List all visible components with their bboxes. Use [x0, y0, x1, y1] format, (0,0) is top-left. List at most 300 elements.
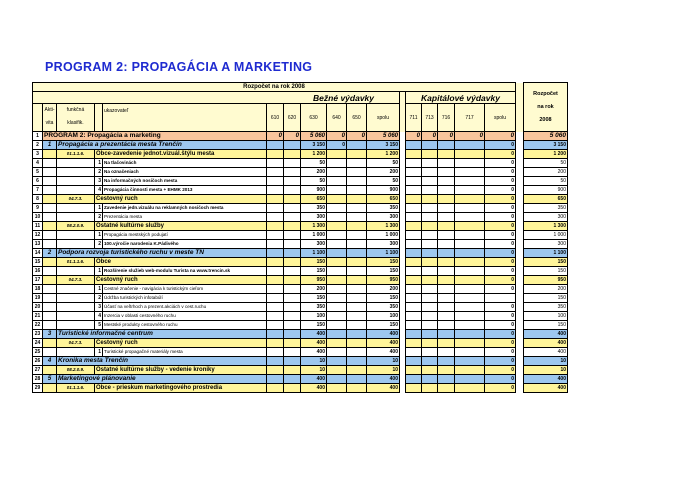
indicator-number: 3: [95, 303, 103, 312]
row-number: 20: [33, 303, 43, 312]
col-650: 650: [347, 104, 367, 132]
total-value: 1 300: [524, 222, 568, 231]
indicator-number: 2: [95, 240, 103, 249]
bezne-value: 300: [367, 240, 400, 249]
kapitalove-value: [406, 375, 422, 384]
bezne-value: [284, 366, 301, 375]
kapitalove-value: [438, 213, 455, 222]
column-gap: [516, 267, 524, 276]
kapitalove-value: 0: [438, 132, 455, 141]
kapitalove-value: [455, 240, 485, 249]
bezne-value: 400: [301, 375, 327, 384]
bezne-value: [284, 240, 301, 249]
row-number: 14: [33, 249, 43, 258]
column-gap: [516, 168, 524, 177]
functional-class: [57, 159, 95, 168]
total-budget-header: [524, 83, 568, 132]
kapitalove-value: [406, 321, 422, 330]
bezne-value: [267, 195, 284, 204]
functional-class: [57, 312, 95, 321]
bezne-value: [284, 222, 301, 231]
functional-class: 01.1.1.6.: [57, 384, 95, 393]
total-value: 300: [524, 240, 568, 249]
row-number: 27: [33, 366, 43, 375]
kapitalove-value: [438, 321, 455, 330]
kapitalove-value: [422, 267, 438, 276]
total-value: 150: [524, 294, 568, 303]
activity-cell: [43, 321, 57, 330]
total-value: 200: [524, 168, 568, 177]
indicator-label: Cestné značenie - navigácia k turistickým cieľom: [103, 285, 267, 294]
bezne-value: [347, 357, 367, 366]
kapitalove-value: 0: [485, 339, 516, 348]
functional-class: 04.7.3.: [57, 195, 95, 204]
activity-cell: [43, 195, 57, 204]
kapitalove-value: [455, 285, 485, 294]
bezne-value: 10: [301, 366, 327, 375]
total-value: 400: [524, 375, 568, 384]
bezne-value: [267, 357, 284, 366]
column-gap: [516, 159, 524, 168]
bezne-value: [347, 141, 367, 150]
functional-class: [57, 186, 95, 195]
table-row: [33, 159, 568, 168]
activity-cell: [43, 294, 57, 303]
kapitalove-value: [438, 285, 455, 294]
kapitalove-value: [455, 159, 485, 168]
activity-label: Ostatné kultúrne služby - vedenie kroniky: [95, 366, 267, 375]
bezne-value: 400: [301, 330, 327, 339]
kapitalove-value: [406, 276, 422, 285]
kapitalove-value: [438, 177, 455, 186]
kapitalove-value: 0: [485, 312, 516, 321]
subprogram-label: Turistické informačné centrum: [57, 330, 267, 339]
table-row: [33, 276, 568, 285]
kapitalove-value: [438, 168, 455, 177]
bezne-value: 300: [301, 240, 327, 249]
kapitalove-value: [455, 339, 485, 348]
table-row: [33, 294, 568, 303]
bezne-value: [347, 249, 367, 258]
bezne-value: 150: [367, 294, 400, 303]
indicator-number: 2: [95, 294, 103, 303]
bezne-value: 10: [367, 366, 400, 375]
kapitalove-value: [422, 159, 438, 168]
kapitalove-value: [422, 294, 438, 303]
bezne-value: [267, 204, 284, 213]
kapitalove-value: [438, 303, 455, 312]
kapitalove-value: [438, 240, 455, 249]
kapitalove-value: [438, 339, 455, 348]
kapitalove-value: [438, 222, 455, 231]
kapitalove-value: 0: [485, 240, 516, 249]
bezne-value: 950: [301, 276, 327, 285]
bezne-value: 10: [301, 357, 327, 366]
bezne-value: [284, 195, 301, 204]
functional-class: 01.1.1.6.: [57, 150, 95, 159]
row-number: 21: [33, 312, 43, 321]
bezne-value: [347, 150, 367, 159]
total-value: 10: [524, 357, 568, 366]
indicator-label: Na informačných nosičoch mesta: [103, 177, 267, 186]
funkcna-1: funkčná: [66, 107, 85, 113]
kapitalove-value: [438, 384, 455, 393]
column-gap: [516, 213, 524, 222]
row-number: 23: [33, 330, 43, 339]
kapitalove-value: 0: [485, 348, 516, 357]
kapitalove-value: [406, 258, 422, 267]
kapitalove-value: [406, 213, 422, 222]
bezne-value: [347, 222, 367, 231]
bezne-value: [327, 375, 347, 384]
kapitalove-value: 0: [485, 231, 516, 240]
bezne-value: [267, 258, 284, 267]
bezne-value: 150: [367, 258, 400, 267]
activity-cell: [43, 303, 57, 312]
column-gap: [516, 249, 524, 258]
bezne-value: [284, 384, 301, 393]
col-711: 711: [406, 104, 422, 132]
kapitalove-value: [406, 312, 422, 321]
bezne-value: 1 300: [301, 222, 327, 231]
bezne-value: [267, 375, 284, 384]
kapitalove-value: [406, 231, 422, 240]
kapitalove-value: [406, 366, 422, 375]
row-number: 15: [33, 258, 43, 267]
table-row: [33, 132, 568, 141]
kapitalove-value: [455, 177, 485, 186]
functional-class: [57, 303, 95, 312]
bezne-value: [347, 384, 367, 393]
kapitalove-vydavky-header: Kapitálové výdavky: [406, 92, 516, 104]
col-620: 620: [284, 104, 301, 132]
bezne-value: [267, 321, 284, 330]
subprogram-label: Marketingové plánovanie: [57, 375, 267, 384]
activity-cell: [43, 384, 57, 393]
row-number: 12: [33, 231, 43, 240]
kapitalove-value: [422, 357, 438, 366]
total-value: 400: [524, 348, 568, 357]
bezne-value: [284, 258, 301, 267]
bezne-value: [284, 357, 301, 366]
bezne-value: [327, 348, 347, 357]
row-number: 24: [33, 339, 43, 348]
kapitalove-value: [455, 141, 485, 150]
kapitalove-value: [422, 222, 438, 231]
bezne-value: [284, 294, 301, 303]
kapitalove-value: [438, 204, 455, 213]
bezne-value: [267, 213, 284, 222]
kapitalove-value: [438, 357, 455, 366]
bezne-value: [284, 330, 301, 339]
activity-label: Obce-zavedenie jednot.vizuál.štýlu mesta: [95, 150, 267, 159]
bezne-value: 1 100: [301, 249, 327, 258]
kapitalove-value: [406, 357, 422, 366]
col-kap-spolu: spolu: [485, 104, 516, 132]
kapitalove-value: [455, 186, 485, 195]
bezne-value: 100: [367, 312, 400, 321]
kapitalove-value: 0: [485, 285, 516, 294]
column-gap: [516, 384, 524, 393]
bezne-value: [327, 195, 347, 204]
indicator-number: 5: [95, 321, 103, 330]
bezne-value: [347, 267, 367, 276]
bezne-value: [327, 267, 347, 276]
row-number: 6: [33, 177, 43, 186]
activity-cell: [43, 312, 57, 321]
activity-label: Cestovný ruch: [95, 276, 267, 285]
row-number: 3: [33, 150, 43, 159]
kapitalove-value: [455, 150, 485, 159]
column-gap: [516, 321, 524, 330]
functional-class: 04.7.3.: [57, 339, 95, 348]
activity-cell: [43, 222, 57, 231]
kapitalove-value: 0: [485, 384, 516, 393]
kapitalove-value: [438, 312, 455, 321]
kapitalove-value: [422, 276, 438, 285]
kapitalove-value: [422, 348, 438, 357]
bezne-value: [284, 249, 301, 258]
bezne-value: [347, 168, 367, 177]
bezne-value: [284, 159, 301, 168]
row-number: 10: [33, 213, 43, 222]
bezne-value: 400: [301, 384, 327, 393]
kapitalove-value: [422, 150, 438, 159]
subprogram-label: Propagácia a prezentácia mesta Trenčín: [57, 141, 267, 150]
total-value: 350: [524, 204, 568, 213]
bezne-value: [284, 321, 301, 330]
total-value: 150: [524, 258, 568, 267]
indicator-number: 2: [95, 168, 103, 177]
bezne-value: 650: [301, 195, 327, 204]
table-row: [33, 186, 568, 195]
kapitalove-value: [406, 150, 422, 159]
total-value: 150: [524, 267, 568, 276]
total-value: 1 100: [524, 249, 568, 258]
kapitalove-value: 0: [485, 132, 516, 141]
program-label: PROGRAM 2: Propagácia a marketing: [43, 132, 267, 141]
bezne-value: [347, 294, 367, 303]
kapitalove-value: [406, 186, 422, 195]
functional-class: [57, 168, 95, 177]
kapitalove-value: 0: [485, 222, 516, 231]
kapitalove-value: [422, 366, 438, 375]
total-value: 50: [524, 159, 568, 168]
kapitalove-value: [438, 330, 455, 339]
bezne-value: [284, 141, 301, 150]
kapitalove-value: [455, 294, 485, 303]
column-gap: [516, 231, 524, 240]
indicator-number: 1: [95, 285, 103, 294]
table-row: [33, 339, 568, 348]
bezne-value: [267, 222, 284, 231]
table-row: [33, 312, 568, 321]
kapitalove-value: [406, 240, 422, 249]
kapitalove-value: [422, 186, 438, 195]
bezne-value: 350: [301, 204, 327, 213]
bezne-value: [284, 348, 301, 357]
bezne-value: [267, 384, 284, 393]
bezne-value: [327, 384, 347, 393]
functional-class: [57, 213, 95, 222]
kapitalove-value: 0: [485, 213, 516, 222]
bezne-value: [327, 285, 347, 294]
total-value: 350: [524, 303, 568, 312]
bezne-value: 1 000: [367, 231, 400, 240]
bezne-value: [347, 366, 367, 375]
bezne-value: [347, 258, 367, 267]
col-610: 610: [267, 104, 284, 132]
funkcna-2: klasifik.: [67, 120, 84, 126]
bezne-value: 150: [367, 321, 400, 330]
indicator-label: Na tlačovinách: [103, 159, 267, 168]
bezne-value: [267, 330, 284, 339]
kapitalove-value: [406, 294, 422, 303]
indicator-label: Propagácia činnosti mesta + EHMK 2013: [103, 186, 267, 195]
kapitalove-value: [438, 195, 455, 204]
activity-label: Cestovný ruch: [95, 195, 267, 204]
activity-cell: [43, 186, 57, 195]
indicator-number: 1: [95, 204, 103, 213]
activity-label: Obce - prieskum marketingového prostredia: [95, 384, 267, 393]
page-title: PROGRAM 2: PROPAGÁCIA A MARKETING: [45, 60, 313, 74]
bezne-value: 400: [367, 384, 400, 393]
indicator-number: 2: [95, 213, 103, 222]
column-gap: [516, 177, 524, 186]
kapitalove-value: [406, 339, 422, 348]
bezne-value: 5 060: [301, 132, 327, 141]
row-number: 17: [33, 276, 43, 285]
bezne-value: [327, 321, 347, 330]
subprogram-label: Kronika mesta Trenčín: [57, 357, 267, 366]
kapitalove-value: [455, 330, 485, 339]
kapitalove-value: 0: [485, 168, 516, 177]
column-gap: [516, 330, 524, 339]
indicator-label: Na označeniach: [103, 168, 267, 177]
bezne-value: [267, 231, 284, 240]
bezne-value: [327, 276, 347, 285]
table-row: [33, 213, 568, 222]
kapitalove-value: [406, 159, 422, 168]
bezne-value: [347, 339, 367, 348]
bezne-value: 150: [301, 267, 327, 276]
table-row: [33, 249, 568, 258]
bezne-value: 400: [301, 348, 327, 357]
bezne-value: [267, 303, 284, 312]
kapitalove-value: [422, 330, 438, 339]
kapitalove-value: [455, 357, 485, 366]
table-row: [33, 150, 568, 159]
kapitalove-value: [406, 348, 422, 357]
bezne-value: [284, 303, 301, 312]
table-row: [33, 141, 568, 150]
kapitalove-value: 0: [406, 132, 422, 141]
bezne-value: 400: [301, 339, 327, 348]
bezne-value: [327, 177, 347, 186]
table-row: [33, 375, 568, 384]
kapitalove-value: 0: [485, 141, 516, 150]
indicator-label: 100.výročie narodenia K.Pádivého: [103, 240, 267, 249]
kapitalove-value: [406, 285, 422, 294]
bezne-value: [267, 249, 284, 258]
row-number: 16: [33, 267, 43, 276]
bezne-value: 350: [367, 204, 400, 213]
kapitalove-value: 0: [485, 258, 516, 267]
bezne-value: [267, 366, 284, 375]
bezne-value: 1 100: [367, 249, 400, 258]
total-value: 100: [524, 312, 568, 321]
bezne-value: [347, 231, 367, 240]
kapitalove-value: [406, 267, 422, 276]
bezne-value: [347, 159, 367, 168]
col-630: 630: [301, 104, 327, 132]
total-value: 3 150: [524, 141, 568, 150]
col-640: 640: [327, 104, 347, 132]
kapitalove-value: [438, 294, 455, 303]
row-number: 8: [33, 195, 43, 204]
functional-class: 01.1.1.6.: [57, 258, 95, 267]
bezne-value: [347, 348, 367, 357]
total-value: 50: [524, 177, 568, 186]
bezne-value: [267, 294, 284, 303]
indicator-label: Inzercia v oblasti cestovného ruchu: [103, 312, 267, 321]
kapitalove-value: [455, 366, 485, 375]
bezne-value: 5 060: [367, 132, 400, 141]
kapitalove-value: [422, 204, 438, 213]
column-gap: [516, 204, 524, 213]
bezne-value: [327, 186, 347, 195]
col-713: 713: [422, 104, 438, 132]
bezne-value: 100: [301, 312, 327, 321]
bezne-value: 900: [367, 186, 400, 195]
bezne-value: [347, 213, 367, 222]
budget-year-header: Rozpočet na rok 2008: [33, 83, 516, 92]
row-number: 18: [33, 285, 43, 294]
row-number: 13: [33, 240, 43, 249]
bezne-value: [327, 159, 347, 168]
kapitalove-value: [438, 276, 455, 285]
total-value: 950: [524, 276, 568, 285]
table-row: [33, 195, 568, 204]
kapitalove-value: 0: [485, 159, 516, 168]
activity-cell: [43, 267, 57, 276]
column-gap: [516, 303, 524, 312]
kapitalove-value: [406, 141, 422, 150]
bezne-value: 0: [327, 132, 347, 141]
column-gap: [516, 312, 524, 321]
activity-cell: [43, 285, 57, 294]
kapitalove-value: 0: [485, 375, 516, 384]
row-number: 22: [33, 321, 43, 330]
kapitalove-value: [455, 267, 485, 276]
bezne-value: [267, 240, 284, 249]
bezne-value: [327, 240, 347, 249]
bezne-value: 50: [301, 177, 327, 186]
bezne-value: [347, 330, 367, 339]
table-row: [33, 258, 568, 267]
activity-cell: [43, 366, 57, 375]
total-value: 400: [524, 339, 568, 348]
activity-cell: [43, 213, 57, 222]
kapitalove-value: [422, 384, 438, 393]
bezne-value: [284, 285, 301, 294]
bezne-value: [327, 249, 347, 258]
bezne-value: [267, 276, 284, 285]
row-number: 29: [33, 384, 43, 393]
bezne-value: [327, 366, 347, 375]
kapitalove-value: [422, 258, 438, 267]
kapitalove-value: [438, 159, 455, 168]
